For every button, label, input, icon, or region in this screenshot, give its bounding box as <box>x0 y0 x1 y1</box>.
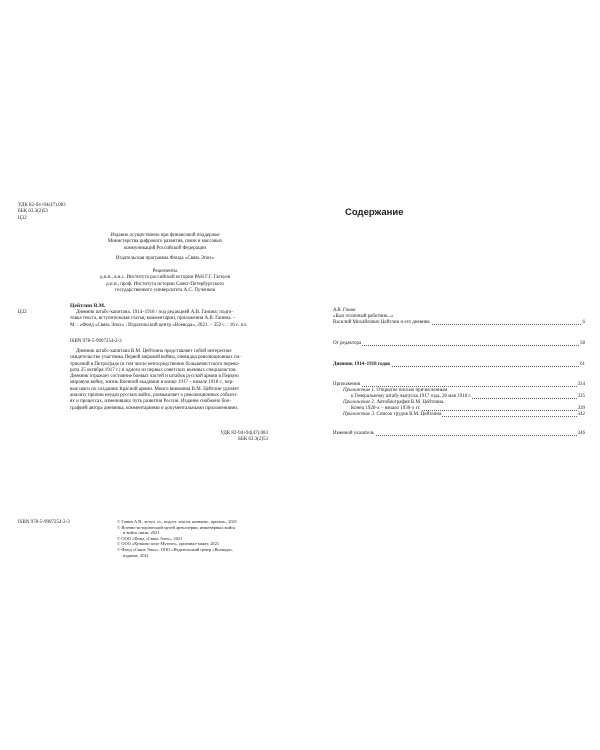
toc-entry-index[interactable] <box>333 431 585 437</box>
toc-entry-label: Приложения <box>333 382 360 387</box>
toc-entry-diary[interactable] <box>333 362 585 368</box>
abstract-line: Дневник отражает состояние боевых частей и штабов русской армии в Первую <box>70 374 239 380</box>
copyright-line: и войск связи, 2021 <box>123 530 160 536</box>
udk-line: УДК 82-94+94(47).083 <box>220 431 268 436</box>
appendix-number: Приложение 3. <box>343 412 376 417</box>
reviewers-title: Рецензенты <box>152 269 178 274</box>
copyright-line: © Ганин А.В., вступ. ст., подгот. текста, коммент., прилож., 2021 <box>117 519 238 524</box>
toc-entry-page: 58 <box>580 341 585 346</box>
bib-line: Дневник штабс-капитана. 1914–1918 / под редакцией А.В. Ганина; подго- <box>76 310 233 315</box>
toc-entry-app3[interactable] <box>343 412 585 418</box>
toc-entry-page: 342 <box>577 412 585 417</box>
contents-heading: Содержание <box>345 207 404 218</box>
toc-entry-label: Именной указатель <box>333 431 375 436</box>
abstract-line: рота 25 октября 1917 г.) и одного из первых советских военных специалистов. <box>70 367 237 373</box>
udk-bbk-right <box>200 431 268 444</box>
isbn-bottom: ISBN 978-5-9907254-2-3 <box>18 520 70 525</box>
toc-entry-page: 61 <box>580 362 585 367</box>
reviewer-line: д.и.н., в.н.с. Института российской истории РАН Г.Г. Гагкуев <box>100 275 230 281</box>
author-name: Цейтлин В.М. <box>70 303 106 309</box>
udk-line: УДК 82-94+94(47).083 <box>18 203 66 208</box>
appendix-number: Приложение 1. <box>343 388 376 393</box>
toc-entry-page: 346 <box>577 431 585 436</box>
appendix-title: Список трудов В.М. Цейтлина <box>375 412 442 417</box>
funding-line: Издание осуществлено при финансовой поддержке <box>110 233 220 238</box>
abstract-line: Дневник штабс-капитана В.М. Цейтлина представляет собой интересное <box>76 349 232 354</box>
reviewer-line: государственного университета А.С. Пученков <box>115 287 215 293</box>
abstract-line: свидетельство участника Первой мировой войны, очевидца революционных по- <box>70 355 241 361</box>
isbn-middle: ISBN 978-5-9907254-2-3 <box>70 339 122 344</box>
udk-bbk-block <box>18 203 66 222</box>
bib-line: товка текста, вступительная статья, комментарии, приложения А.В. Ганина. – <box>70 316 236 322</box>
author-mark-line: Ц32 <box>18 215 27 221</box>
appendix-title: Автобиография В.М. Цейтлина. <box>375 400 445 405</box>
author-code: Ц32 <box>18 310 27 315</box>
abstract-line: мировую войну, жизнь Военной академии в конце 1917 – начале 1918 г., пер- <box>70 380 234 386</box>
copyright-line: © ООО «Кучково поле Музеон», оригинал-макет, 2021 <box>117 541 220 547</box>
toc-intro-author: А.В. Ганин <box>333 308 356 313</box>
copyright-block <box>117 519 277 558</box>
toc-entry-page: 334 <box>577 382 585 387</box>
bibliographic-description <box>70 310 268 329</box>
copyright-line: © ООО «Фонд «Связь Эпох», 2021 <box>117 535 183 541</box>
reviewer-line: д.и.н., проф. Института истории Санкт-Петербургского <box>106 281 224 287</box>
toc-entry-page: 6 <box>582 320 585 325</box>
toc-entry-label: Дневник 1914–1918 годов <box>333 362 390 367</box>
abstract <box>70 349 268 412</box>
funding-note <box>70 233 260 262</box>
appendix-title: Открытое письмо причисленным <box>375 388 448 393</box>
copyright-line: © Фонд «Связь Эпох», ООО «Издательский центр «Воевода», <box>117 546 234 552</box>
toc-entry-label: Василий Михайлович Цейтлин и его дневник <box>333 320 430 325</box>
toc-entry-label: к Генеральному штабу выпуска 1917 года. 20 мая 1918 г. <box>351 394 472 399</box>
toc-entry-label: От редактора <box>333 341 362 346</box>
funding-line: Издательская программа Фонда «Связь Эпох» <box>115 255 215 261</box>
abstract-line: вые шаги по созданию Красной армии. Много внимания В.М. Цейтлин уделяет <box>70 386 240 392</box>
toc-intro-title: «Был отличный работник...» <box>333 314 394 319</box>
toc-entry-editor[interactable] <box>333 341 585 347</box>
abstract-line: графией автора дневника, комментариями и документальными приложениями. <box>70 405 239 411</box>
reviewers-block <box>70 269 260 294</box>
appendix-number: Приложение 2. <box>343 400 376 405</box>
abstract-line: анализу причин неудач русских войск, размышляет о революционных событи- <box>70 393 238 399</box>
toc-entry-label: Конец 1920-х – начало 1930-х гг. <box>351 406 421 411</box>
funding-line: коммуникаций Российской Федерации <box>123 245 207 251</box>
bbk-line: ББК 63.3(2)53 <box>18 209 48 215</box>
toc-entry-page: 335 <box>577 394 585 399</box>
copyright-line: издание, 2021 <box>123 552 149 558</box>
toc-entry-intro[interactable] <box>333 320 585 326</box>
abstract-line: ях и процессах, изменивших путь развития России. Издание снабжено био- <box>70 399 231 405</box>
toc-entry-page: 339 <box>577 406 585 411</box>
bib-line: М. : «Фонд «Связь Эпох» ; Издательский центр «Воевода», 2021. – 352 с. : 16 с. ил. <box>70 322 248 328</box>
copyright-line: © Военно-исторический музей артиллерии, инженерных войск <box>117 524 236 530</box>
bbk-line: ББК 63.3(2)53 <box>238 437 268 443</box>
abstract-line: трясений в Петрограде (в том числе непосредственно большевистского перево- <box>70 361 240 367</box>
funding-line: Министерства цифрового развития, связи и массовых <box>107 239 223 245</box>
